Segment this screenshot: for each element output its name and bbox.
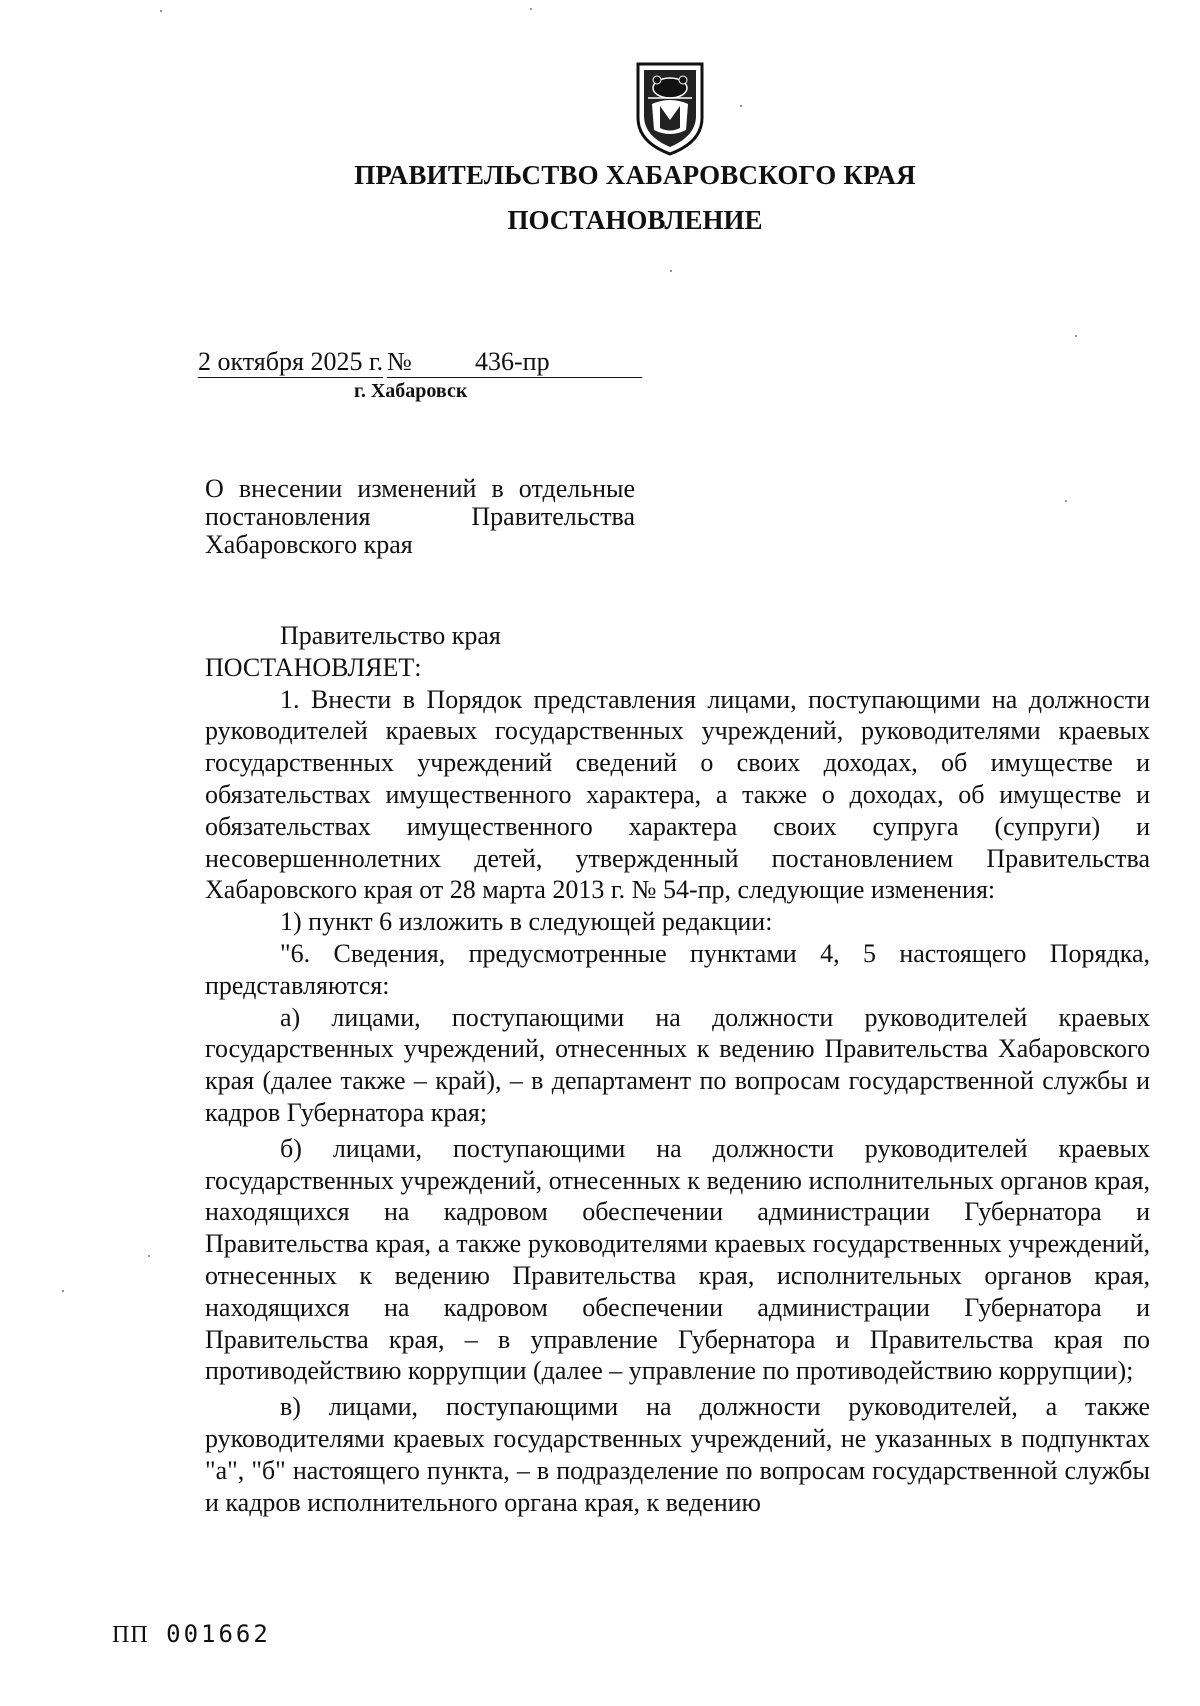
document-body [205,620,1150,1518]
document-city: г. Хабаровск [354,380,468,402]
subject-line: Хабаровского края [205,530,413,559]
date-number-line [198,347,642,378]
body-paragraph: 1) пункт 6 изложить в следующей редакции: [280,907,773,937]
document-number: 436-пр [419,347,642,378]
subject-line: О внесении изменений в отдельные [205,474,635,503]
body-intro-resolve: ПОСТАНОВЛЯЕТ: [205,652,422,682]
serial-prefix: ПП [112,1622,149,1648]
number-label: № [387,347,419,378]
body-paragraph: б) лицами, поступающими на должности руководителей краевых государственных учреждений, отнесенных к ведению исполнительных органов края, находящихся на кадровом обеспечении администрации Губернатора и Правительства края, а также руководителями краевых государственных учреждений, отнесенных к ведению Правительства края, исполнительных органов края, находящихся на кадровом обеспечении администрации Губернатора и Правительства края, – в управление Губернатора и Правительства края по противодействию коррупции (далее – управление по противодействию коррупции); [205,1133,1150,1386]
body-paragraph: в) лицами, поступающими на должности руководителей, а также руководителями краевых государственных учреждений, не указанных в подпунктах "а", "б" настоящего пункта, – в подразделение по вопросам государственной службы и кадров исполнительного органа края, к ведению [205,1392,1150,1517]
serial-number [112,1620,271,1649]
document-type: ПОСТАНОВЛЕНИЕ [507,205,763,235]
subject-line: постановления Правительства [205,502,635,531]
body-paragraph: 1. Внести в Порядок представления лицами, поступающими на должности руководителей краевых государственных учреждений, руководителями краевых государственных учреждений сведений о своих доходах, об имуществе и обязательствах имущественного характера, а также о доходах, об имуществе и обязательствах имущественного характера своих супруга (супруги) и несовершеннолетних детей, утвержденный постановлением Правительства Хабаровского края от 28 марта 2013 г. № 54-пр, следующие изменения: [205,684,1150,905]
coat-of-arms-icon [630,58,710,158]
document-subject [205,475,635,559]
organization-title: ПРАВИТЕЛЬСТВО ХАБАРОВСКОГО КРАЯ [354,160,916,190]
body-paragraph: "6. Сведения, предусмотренные пунктами 4, 5 настоящего Порядка, представляются: [205,938,1150,1000]
body-paragraph: а) лицами, поступающими на должности руководителей краевых государственных учреждений, отнесенных к ведению Правительства Хабаровского края (далее также – край), – в департамент по вопросам государственной службы и кадров Губернатора края; [205,1002,1150,1127]
document-date: 2 октября 2025 г. [198,347,384,376]
body-intro: Правительство края [280,621,501,650]
serial-digits: 001662 [166,1620,271,1648]
